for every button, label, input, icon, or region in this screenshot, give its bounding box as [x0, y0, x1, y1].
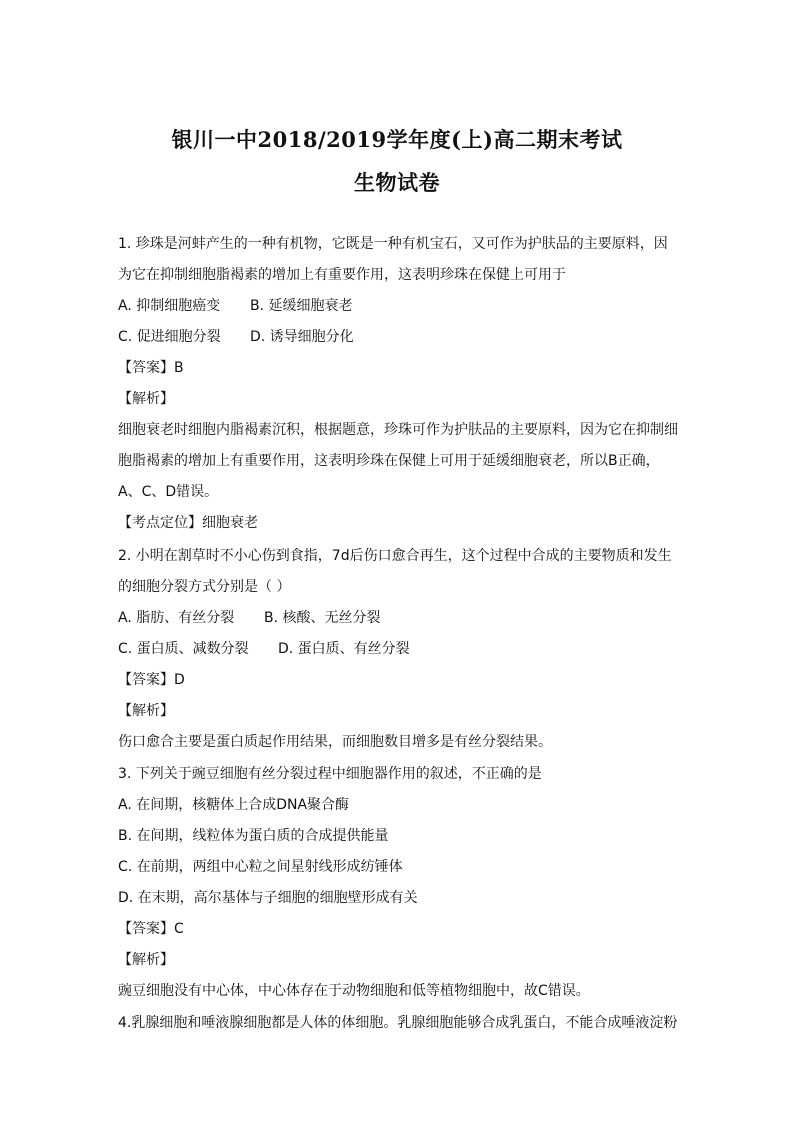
question-2-text-cont: 的细胞分裂方式分别是（ ） [118, 579, 291, 595]
question-2-answer: 【答案】D [118, 672, 185, 688]
question-1-text-cont: 为它在抑制细胞脂褐素的增加上有重要作用，这表明珍珠在保健上可用于 [118, 267, 566, 283]
question-1-text: 1. 珍珠是河蚌产生的一种有机物，它既是一种有机宝石，又可作为护肤品的主要原料，因 [118, 236, 668, 252]
question-3-option-a: A. 在间期，核糖体上合成DNA聚合酶 [118, 797, 350, 813]
question-1-option-a: A. 抑制细胞癌变 [118, 298, 221, 314]
question-4-text: 4.乳腺细胞和唾液腺细胞都是人体的体细胞。乳腺细胞能够合成乳蛋白，不能合成唾液淀粉 [118, 1015, 678, 1031]
question-1-option-c: C. 促进细胞分裂 [118, 329, 221, 345]
question-3-answer: 【答案】C [118, 921, 184, 937]
question-3-text: 3. 下列关于豌豆细胞有丝分裂过程中细胞器作用的叙述，不正确的是 [118, 766, 542, 782]
question-1-answer: 【答案】B [118, 360, 184, 376]
question-2-option-c: C. 蛋白质、减数分裂 [118, 641, 249, 657]
question-3-analysis: 豌豆细胞没有中心体，中心体存在于动物细胞和低等植物细胞中，故C错误。 [118, 983, 590, 999]
question-2-analysis-label: 【解析】 [118, 703, 174, 719]
question-2-option-d: D. 蛋白质、有丝分裂 [278, 641, 410, 657]
question-1-analysis-cont: 胞脂褐素的增加上有重要作用，这表明珍珠在保健上可用于延缓细胞衰老，所以B正确， [118, 453, 660, 469]
page-subtitle: 生物试卷 [354, 170, 440, 195]
question-1-analysis-label: 【解析】 [118, 391, 174, 407]
question-1-analysis-end: A、C、D错误。 [118, 484, 219, 500]
question-1-option-b: B. 延缓细胞衰老 [250, 298, 353, 314]
question-1-knowledge-point: 【考点定位】细胞衰老 [118, 515, 258, 531]
question-2-option-a: A. 脂肪、有丝分裂 [118, 610, 235, 626]
question-3-option-b: B. 在间期，线粒体为蛋白质的合成提供能量 [118, 828, 389, 844]
question-2-analysis: 伤口愈合主要是蛋白质起作用结果，而细胞数目增多是有丝分裂结果。 [118, 734, 552, 750]
question-1-option-d: D. 诱导细胞分化 [250, 329, 354, 345]
page-title: 银川一中2018/2019学年度(上)高二期末考试 [171, 127, 623, 152]
question-3-option-d: D. 在末期，高尔基体与子细胞的细胞壁形成有关 [118, 890, 418, 906]
question-2-option-b: B. 核酸、无丝分裂 [264, 610, 381, 626]
question-3-option-c: C. 在前期，两组中心粒之间星射线形成纺锤体 [118, 859, 403, 875]
question-3-analysis-label: 【解析】 [118, 952, 174, 968]
question-1-analysis: 细胞衰老时细胞内脂褐素沉积，根据题意，珍珠可作为护肤品的主要原料，因为它在抑制细 [118, 422, 678, 438]
question-2-text: 2. 小明在割草时不小心伤到食指，7d后伤口愈合再生，这个过程中合成的主要物质和发生 [118, 548, 672, 564]
